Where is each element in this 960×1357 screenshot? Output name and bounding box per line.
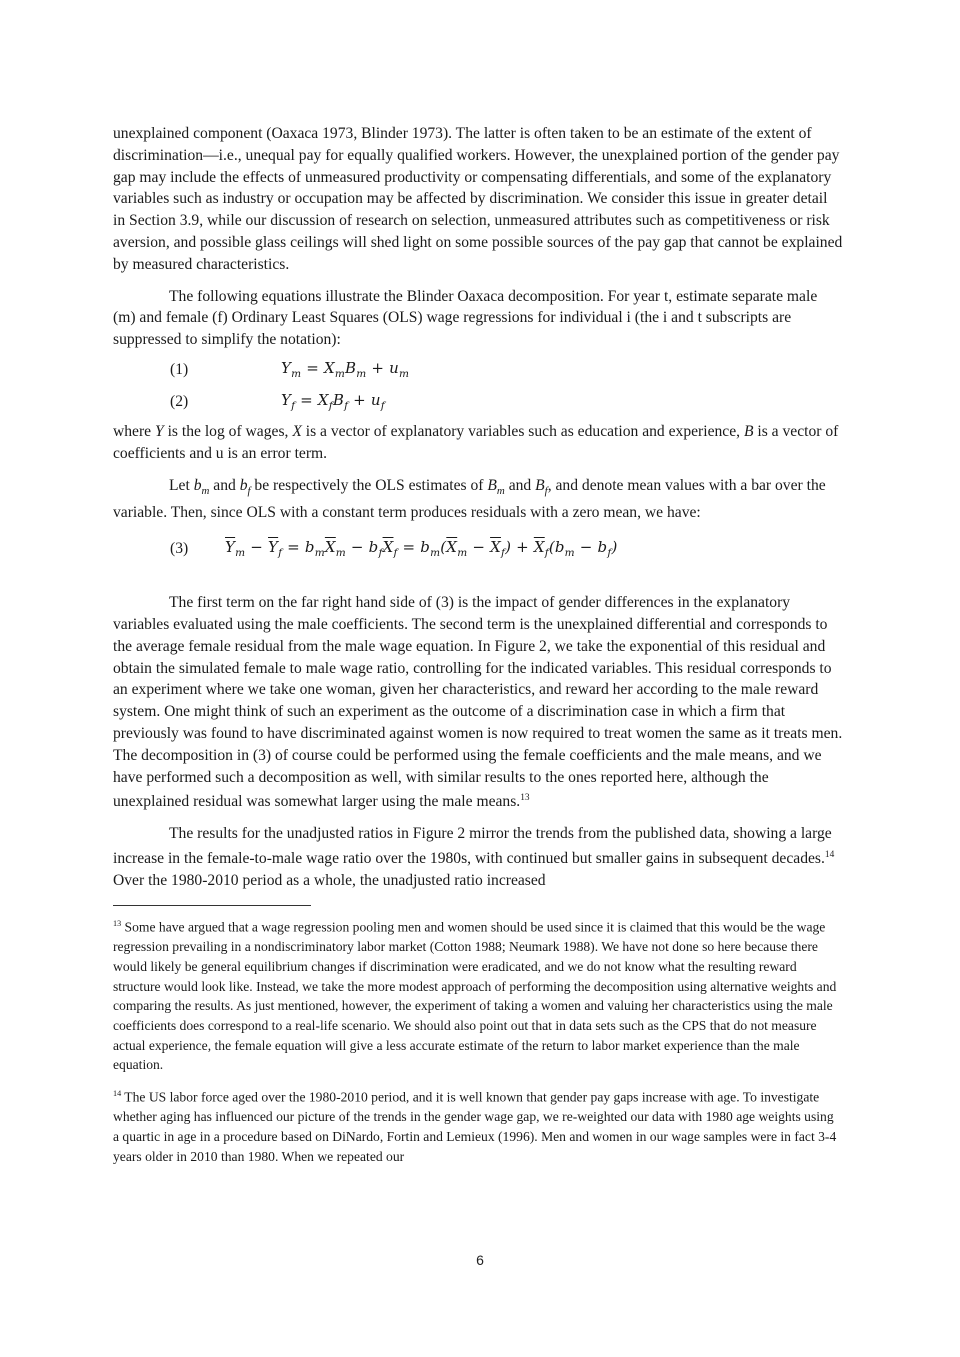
paragraph-5: The first term on the far right hand side of (3) is the impact of gender differences in the explanatory variables evaluated using the male coefficients. The second term is the unexplained differential and corresponds to the average female residual from the male wage equation. In Figure 2, we take the exponential of this residual and obtain the simulated female to male wage ratio, controlling for the indicated variables. This residual corresponds to an experiment where we take one woman, given her characteristics, and reward her according to the male reward system. One might think of such an experiment as the outcome of a discrimination case in which a firm that previously was found to have discriminated against women is now required to treat women the same as it treats men. The decomposition in (3) of course could be performed using the female coefficients and the male means, and we have performed such a decomposition as well, with similar results to the ones reported here, although the unexplained residual was somewhat larger using the male means.$^{13}$: [113, 594, 843, 811]
paragraph-2: The following equations illustrate the Blinder Oaxaca decomposition. For year t, estimate separate male (m) and female (f) Ordinary Least Squares (OLS) wage regressions for individual i (the i and t subscripts are suppressed to simplify the notation):: [113, 287, 818, 349]
footnote-ref-13[interactable]: 13: [520, 793, 530, 804]
paragraph-6: The results for the unadjusted ratios in Figure 2 mirror the trends from the published data, showing a large increase in the female-to-male wage ratio over the 1980s, with continued but smaller gains in subsequent decades.$^{14}$ Over the 1980-2010 period as a whole, the unadjusted ratio increased: [113, 825, 835, 890]
footnote-separator: [113, 905, 311, 906]
paragraph-4: Let $b_m$ and $b_f$ be respectively the OLS estimates of $B_m$ and $B_f$, and denote mean values with a bar over the variable. Then, since OLS with a constant term produces residuals with a zero mean, we have:: [113, 476, 826, 522]
equation-1: [113, 355, 843, 387]
footnotes: [113, 914, 843, 1167]
equation-2-formula: $Y_f = X_fB_f + u_f$: [281, 390, 385, 412]
equation-3-number: (3): [170, 540, 189, 558]
equation-2: [113, 387, 843, 419]
page-number: 6: [476, 1252, 484, 1268]
equation-3: [113, 534, 843, 592]
footnote-ref-14[interactable]: 14: [824, 850, 835, 861]
footnote-13: $^{13}$ Some have argued that a wage regression pooling men and women should be used since it is claimed that this would be the wage regression prevailing in a nondiscriminatory labor market (Cotton 1988; Neumark 1988). We have not done so here because there would likely be general equilibrium changes if discrimination were eradicated, and we do not know what the resulting reward structure would look like. Instead, we take the more modest approach of performing the decomposition using alternative weights and comparing the results. As just mentioned, however, the experiment of taking a women and valuing her characteristics using the male coefficients does correspond to a real-life scenario. We should also point out that in data sets such as the CPS that do not measure actual experience, the female equation will give a less accurate estimate of the return to labor market experience than the male equation.: [113, 919, 837, 1073]
paragraph-3: where Y is the log of wages, X is a vector of explanatory variables such as education and experience, B is a vector of coefficients and u is an error term.: [113, 422, 839, 462]
paragraph-1: unexplained component (Oaxaca 1973, Blinder 1973). The latter is often taken to be an estimate of the extent of discrimination—i.e., unequal pay for equally qualified workers. However, the unexplained portion of the gender pay gap may include the effects of unmeasured productivity or compensating differentials, and some of the explanatory variables such as industry or occupation may be affected by discrimination. We consider this issue in greater detail in Section 3.9, while our discussion of research on selection, unmeasured attributes such as competitiveness or risk aversion, and possible glass ceilings will shed light on some possible sources of the pay gap that cannot be explained by measured characteristics.: [113, 125, 843, 273]
equation-1-formula: $Y_m = X_mB_m + u_m$: [281, 358, 410, 380]
equation-2-number: (2): [170, 392, 189, 410]
equation-1-number: (1): [170, 360, 189, 378]
footnote-14: $^{14}$ The US labor force aged over the 1980-2010 period, and it is well known that gender pay gaps increase with age. To investigate whether aging has influenced our picture of the trends in the gender wage gap, we re-weighted our data with 1980 age weights using a quartic in age in a procedure based on DiNardo, Fortin and Lemieux (1996). Men and women in our wage samples were in fact 3-4 years older in 2010 than 1980. When we repeated our: [113, 1089, 837, 1164]
equation-3-formula: $\overline{Y}_m - \overline{Y}_f = b_m\overline{X}_m - b_f\overline{X}_f = b_m(\overline{X}_m - \overline{X}_f) + \overline{X}_f(b_m - b_f)$: [225, 538, 618, 560]
page-body: [113, 123, 843, 1167]
